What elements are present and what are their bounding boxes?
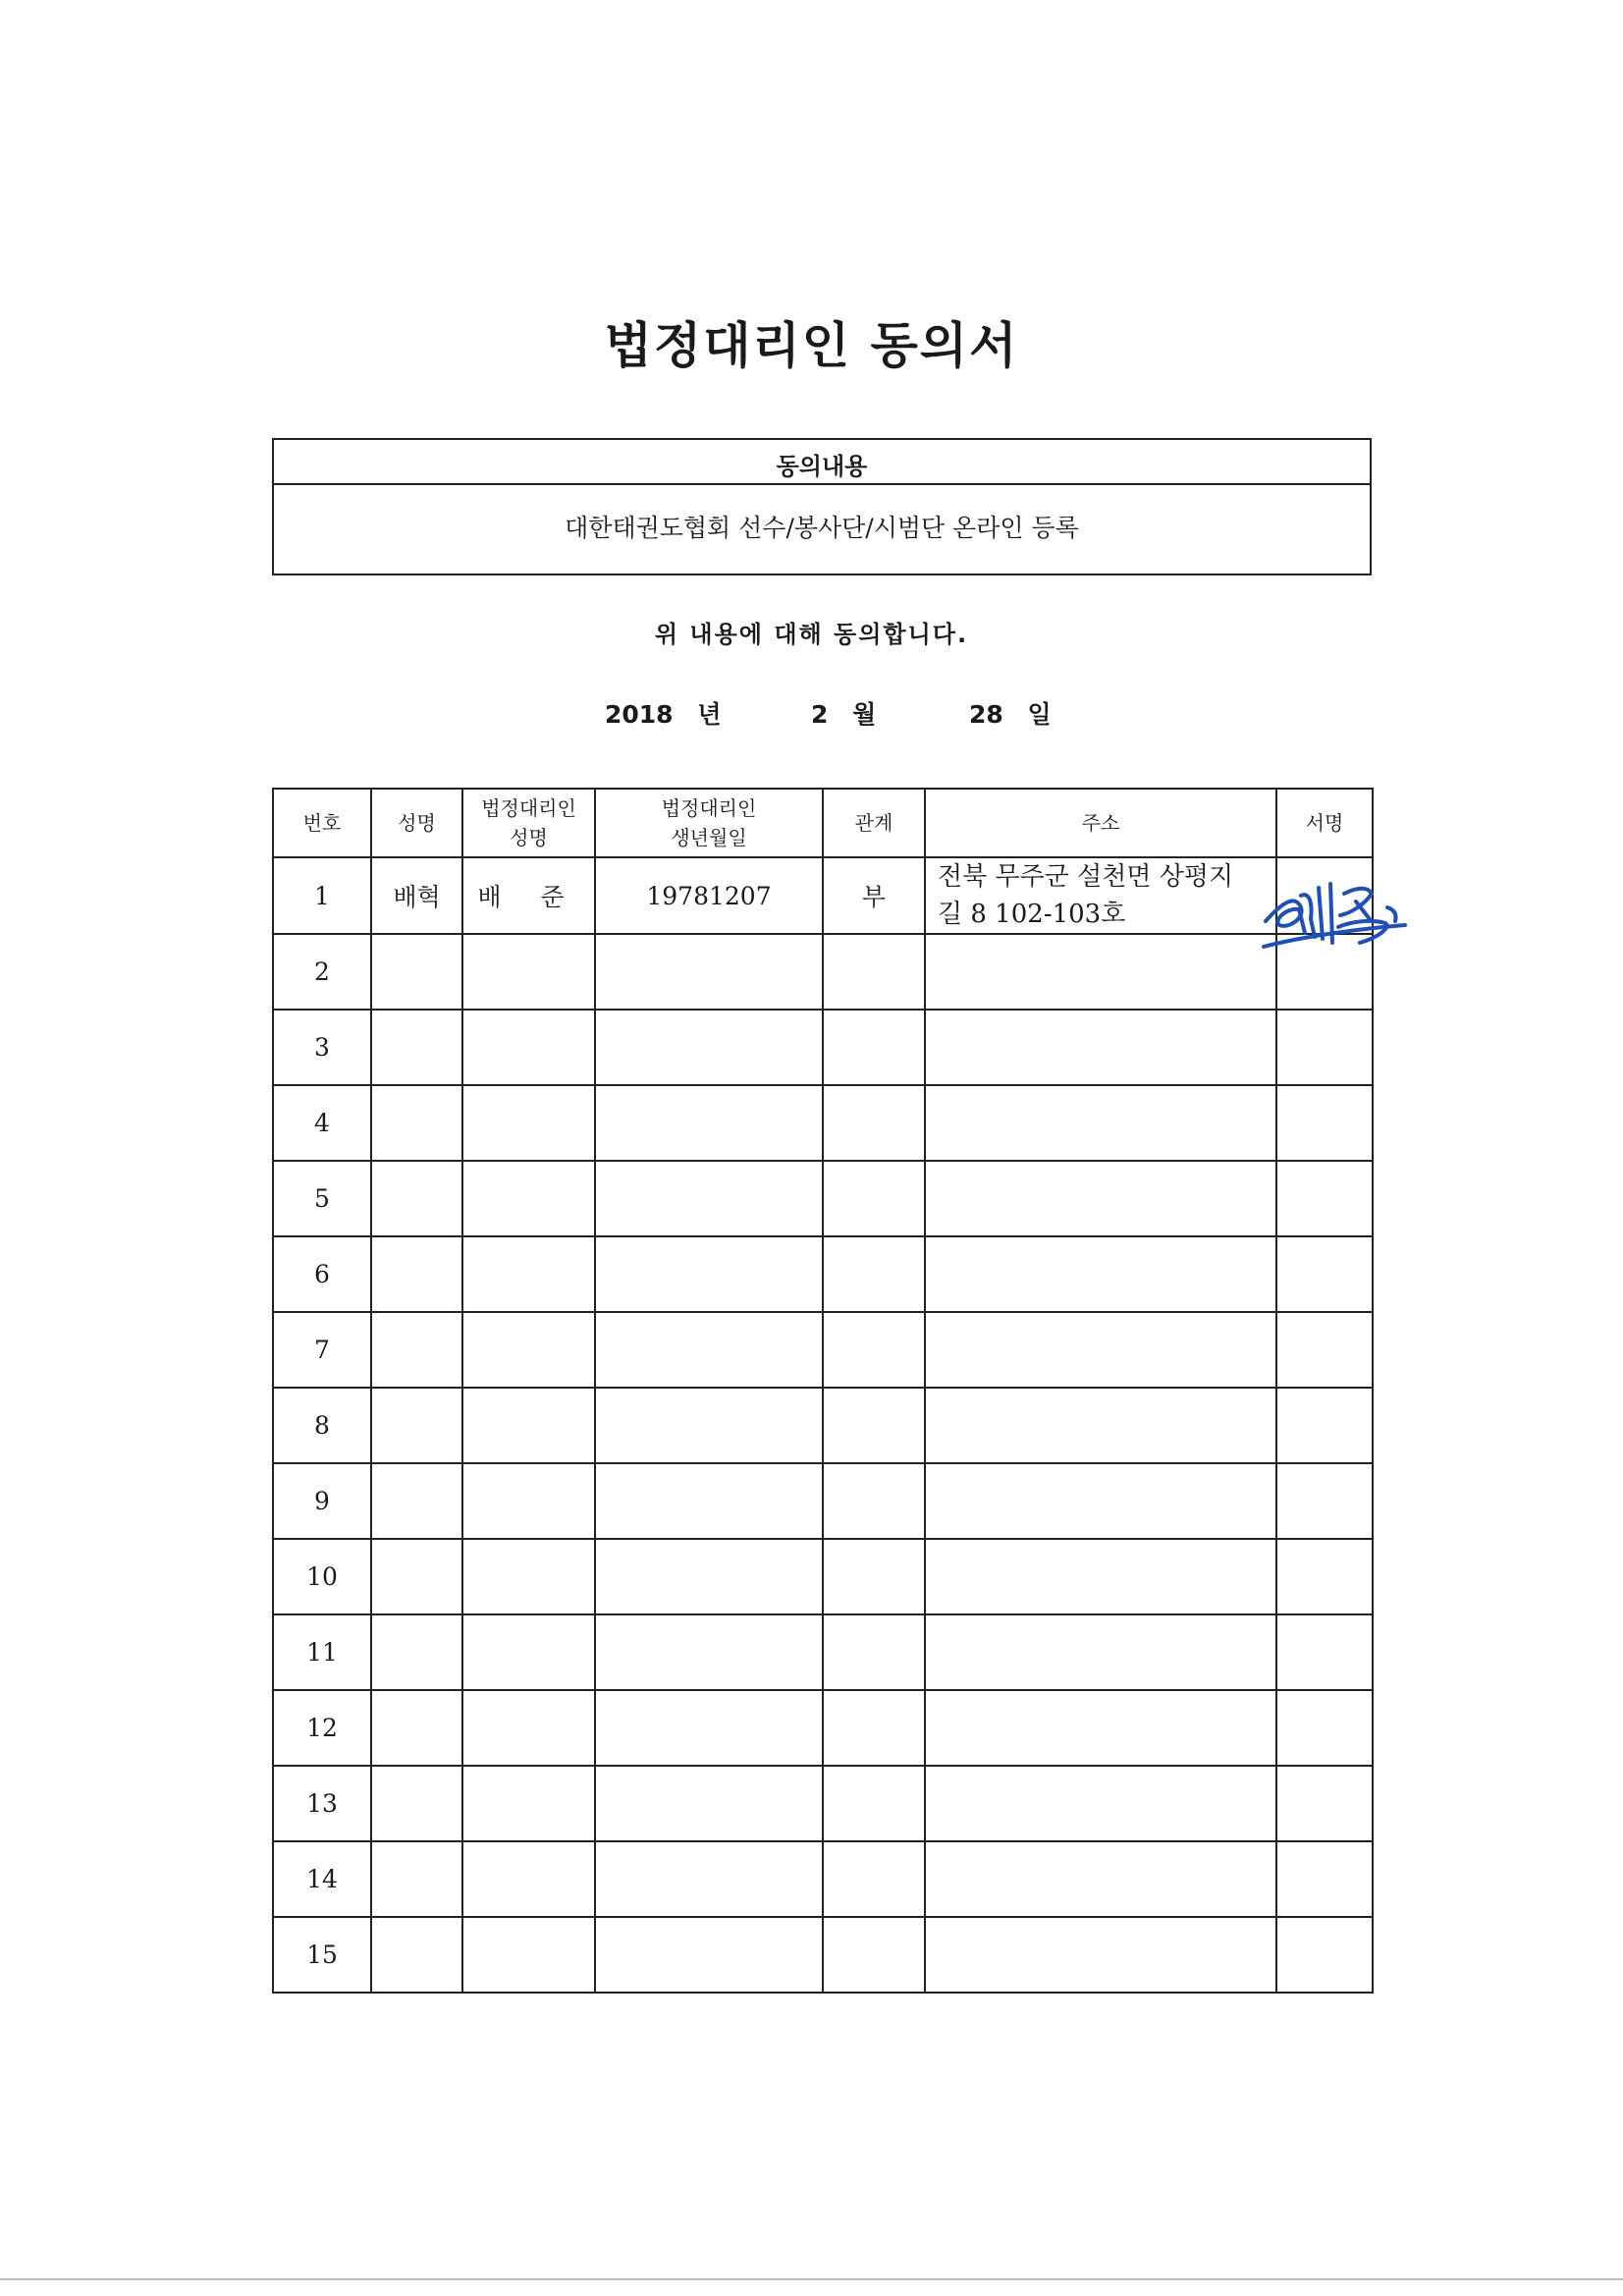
cell-guardian-birth: [595, 1085, 823, 1161]
cell-address: [925, 1539, 1276, 1614]
cell-signature: [1276, 1766, 1373, 1841]
header-relation: 관계: [823, 789, 925, 857]
cell-guardian-birth: 19781207: [595, 857, 823, 934]
cell-guardian-birth: [595, 1010, 823, 1085]
cell-signature: [1276, 1690, 1373, 1766]
scan-edge-line: [0, 2278, 1623, 2280]
cell-relation: [823, 1841, 925, 1917]
cell-no: 10: [273, 1539, 371, 1614]
cell-signature: [1276, 1539, 1373, 1614]
cell-guardian-name: [462, 1010, 595, 1085]
cell-guardian-birth: [595, 1766, 823, 1841]
cell-name: [371, 1388, 462, 1463]
cell-relation: [823, 1312, 925, 1388]
table-row: [273, 1614, 1373, 1690]
cell-guardian-name: [462, 1766, 595, 1841]
cell-no: 12: [273, 1690, 371, 1766]
cell-guardian-name: [462, 1085, 595, 1161]
cell-name: 배혁: [371, 857, 462, 934]
cell-address: [925, 1312, 1276, 1388]
cell-no: 5: [273, 1161, 371, 1236]
cell-guardian-birth: [595, 1312, 823, 1388]
cell-no: 8: [273, 1388, 371, 1463]
cell-guardian-name: [462, 1690, 595, 1766]
cell-address: [925, 1614, 1276, 1690]
table-row: [273, 1463, 1373, 1539]
cell-no: 9: [273, 1463, 371, 1539]
date-day-value: 28: [969, 700, 1003, 729]
cell-no: 11: [273, 1614, 371, 1690]
cell-relation: [823, 1917, 925, 1993]
table-row: [273, 1690, 1373, 1766]
date-year: [605, 695, 721, 731]
cell-signature: [1276, 1236, 1373, 1312]
cell-guardian-name: [462, 1463, 595, 1539]
cell-address-line1: 전북 무주군 설천면 상평지: [938, 862, 1234, 892]
cell-address: [925, 1085, 1276, 1161]
cell-name: [371, 1614, 462, 1690]
date-day-label: 일: [1027, 700, 1052, 729]
agreement-text: 위 내용에 대해 동의합니다.: [654, 621, 969, 648]
table-row: [273, 1312, 1373, 1388]
cell-guardian-name: [462, 1388, 595, 1463]
cell-relation: 부: [823, 857, 925, 934]
consent-body: 대한태권도협회 선수/봉사단/시범단 온라인 등록: [565, 514, 1079, 542]
cell-signature: [1276, 1841, 1373, 1917]
cell-signature: [1276, 1312, 1373, 1388]
cell-guardian-birth: [595, 1841, 823, 1917]
cell-guardian-birth: [595, 1690, 823, 1766]
date-year-label: 년: [697, 700, 722, 729]
cell-signature: [1276, 1388, 1373, 1463]
cell-signature: [1276, 1010, 1373, 1085]
cell-relation: [823, 1388, 925, 1463]
header-signature: 서명: [1276, 789, 1373, 857]
cell-address: [925, 1690, 1276, 1766]
cell-no: 2: [273, 934, 371, 1010]
cell-signature: [1276, 1463, 1373, 1539]
table-row: [273, 1917, 1373, 1993]
cell-name: [371, 1161, 462, 1236]
cell-address: [925, 1766, 1276, 1841]
cell-no: 13: [273, 1766, 371, 1841]
cell-no: 4: [273, 1085, 371, 1161]
header-guardian-birth-line2: 생년월일: [671, 826, 747, 849]
cell-name: [371, 1917, 462, 1993]
cell-no: 1: [273, 857, 371, 934]
date-month-value: 2: [811, 700, 829, 729]
table-row: [273, 857, 1373, 934]
date-month: [811, 695, 876, 731]
header-guardian-name-line2: 성명: [510, 826, 548, 849]
consent-header: 동의내용: [274, 450, 1370, 485]
cell-guardian-name: [462, 1161, 595, 1236]
cell-name: [371, 1690, 462, 1766]
cell-name: [371, 1539, 462, 1614]
cell-address: [925, 934, 1276, 1010]
cell-no: 3: [273, 1010, 371, 1085]
cell-relation: [823, 1236, 925, 1312]
cell-address: [925, 1463, 1276, 1539]
cell-guardian-birth: [595, 1463, 823, 1539]
table-row: [273, 1841, 1373, 1917]
cell-guardian-birth: [595, 1917, 823, 1993]
cell-address: [925, 1917, 1276, 1993]
cell-relation: [823, 1010, 925, 1085]
header-guardian-birth-line1: 법정대리인: [661, 796, 757, 820]
cell-guardian-name: [462, 1539, 595, 1614]
cell-address: [925, 1388, 1276, 1463]
cell-signature: [1276, 1085, 1373, 1161]
cell-name: [371, 1236, 462, 1312]
signature-table: [272, 788, 1374, 1994]
cell-name: [371, 1463, 462, 1539]
date-month-label: 월: [852, 700, 877, 729]
table-row: [273, 934, 1373, 1010]
cell-name: [371, 1010, 462, 1085]
header-name: 성명: [371, 789, 462, 857]
cell-relation: [823, 1614, 925, 1690]
cell-signature: [1276, 1917, 1373, 1993]
table-row: [273, 1161, 1373, 1236]
header-no: 번호: [273, 789, 371, 857]
page-title: 법정대리인 동의서: [604, 317, 1019, 374]
cell-address-line2: 길 8 102-103호: [938, 900, 1126, 929]
cell-name: [371, 1841, 462, 1917]
cell-relation: [823, 1463, 925, 1539]
header-address: 주소: [925, 789, 1276, 857]
cell-guardian-birth: [595, 1236, 823, 1312]
cell-guardian-birth: [595, 934, 823, 1010]
table-row: [273, 1766, 1373, 1841]
table-header-row: [273, 789, 1373, 857]
header-guardian-name-line1: 법정대리인: [481, 796, 576, 820]
cell-guardian-name: [462, 1917, 595, 1993]
header-guardian-name: [462, 789, 595, 857]
cell-address: [925, 1010, 1276, 1085]
cell-name: [371, 934, 462, 1010]
cell-signature: [1276, 1161, 1373, 1236]
cell-guardian-birth: [595, 1161, 823, 1236]
handwritten-signature: [1262, 864, 1409, 962]
cell-address: [925, 1236, 1276, 1312]
cell-guardian-birth: [595, 1388, 823, 1463]
cell-relation: [823, 934, 925, 1010]
cell-no: 15: [273, 1917, 371, 1993]
cell-guardian-birth: [595, 1614, 823, 1690]
cell-name: [371, 1085, 462, 1161]
cell-relation: [823, 1539, 925, 1614]
cell-name: [371, 1312, 462, 1388]
header-guardian-birth: [595, 789, 823, 857]
cell-guardian-name: 배 준: [462, 857, 595, 934]
table-row: [273, 1085, 1373, 1161]
table-row: [273, 1236, 1373, 1312]
cell-relation: [823, 1085, 925, 1161]
cell-relation: [823, 1161, 925, 1236]
cell-no: 7: [273, 1312, 371, 1388]
cell-guardian-name: [462, 1236, 595, 1312]
cell-no: 6: [273, 1236, 371, 1312]
table-row: [273, 1388, 1373, 1463]
cell-no: 14: [273, 1841, 371, 1917]
date-day: [969, 695, 1052, 731]
cell-guardian-name: [462, 1841, 595, 1917]
date-year-value: 2018: [605, 700, 674, 729]
cell-name: [371, 1766, 462, 1841]
cell-relation: [823, 1690, 925, 1766]
cell-signature: [1276, 1614, 1373, 1690]
cell-address: [925, 1841, 1276, 1917]
cell-guardian-name: [462, 1312, 595, 1388]
cell-guardian-name: [462, 1614, 595, 1690]
table-row: [273, 1010, 1373, 1085]
consent-box: [272, 438, 1372, 575]
cell-address: [925, 1161, 1276, 1236]
cell-relation: [823, 1766, 925, 1841]
table-row: [273, 1539, 1373, 1614]
cell-address: [925, 857, 1276, 934]
cell-guardian-name: [462, 934, 595, 1010]
cell-guardian-birth: [595, 1539, 823, 1614]
